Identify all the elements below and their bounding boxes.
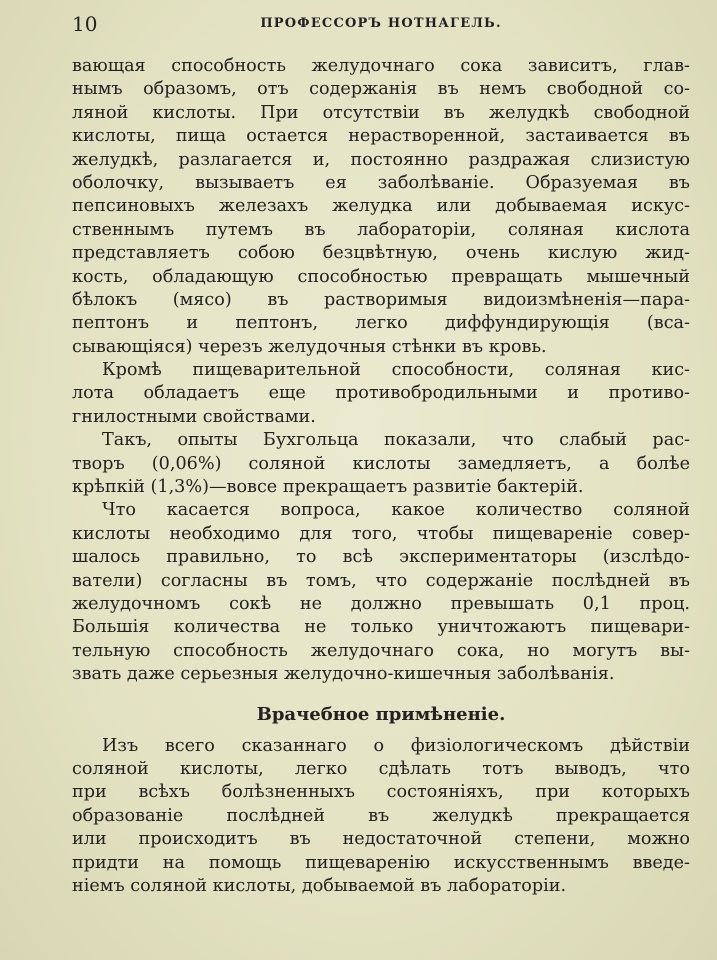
section-spacer [72,687,690,701]
text-line: гнилостными свойствами. [72,406,316,427]
text-line: оболочку, вызываетъ ея заболѣваніе. Образуемая въ [72,172,690,193]
text-line: вающая способность желудочнаго сока зависитъ, глав- [72,56,690,76]
text-line: кислоты необходимо для того, чтобы пищевареніе совер- [72,523,690,544]
section-text-line: придти на помощь пищеваренію искусственнымъ введе- [72,852,690,873]
section-text-line: или происходитъ въ недостаточной степени, можно [72,829,690,850]
text-line: желудкѣ, разлагается и, постоянно раздражая слизистую [72,149,690,170]
text-line: представляетъ собою безцвѣтную, очень кислую жид- [72,243,690,264]
text-line: кислоты, пища остается нерастворенной, застаивается въ [72,126,690,147]
section-text-line: соляной кислоты, легко сдѣлать тотъ выводъ, что [72,758,690,779]
text-line: шалось правильно, то всѣ экспериментаторы (изслѣдо- [72,547,690,568]
text-line: ляной кислоты. При отсутствіи въ желудкѣ свободной [72,102,690,123]
text-line: тельную способность желудочнаго сока, но могутъ вы- [72,640,690,661]
text-line: ственнымъ путемъ въ лабораторіи, соляная кислота [72,219,690,240]
text-line: крѣпкій (1,3%)—вовсе прекращаетъ развитіе бактерій. [72,477,584,498]
section-text-line: образованіе послѣдней въ желудкѣ прекращается [72,805,690,826]
text-line: пепсиновыхъ железахъ желудка или добываемая искус- [72,196,690,217]
text-line: Что касается вопроса, какое количество соляной [102,500,690,521]
section-text-line: ніемъ соляной кислоты, добываемой въ лабораторіи. [72,875,567,896]
text-line: пептонъ и пептонъ, легко диффундирующія (вса- [72,313,690,334]
text-line: Большія количества не только уничтожаютъ пищевари- [72,617,690,638]
text-line: Кромѣ пищеварительной способности, соляная кис- [102,360,690,381]
text-line: нымъ образомъ, отъ содержанія въ немъ свободной со- [72,79,690,100]
page-header [72,12,690,36]
section-heading: Врачебное примѣненіе. [256,703,506,725]
running-title: ПРОФЕССОРЪ НОТНАГЕЛЬ. [260,16,502,31]
text-line: бѣлокъ (мясо) въ растворимыя видоизмѣненія—пара- [72,289,690,310]
text-line: желудочномъ сокѣ не должно превышать 0,1 проц. [72,593,690,614]
text-line: сывающіяся) черезъ желудочныя стѣнки въ кровь. [72,336,547,357]
section-text-line: Изъ всего сказаннаго о физіологическомъ дѣйствіи [102,735,690,756]
body-text [72,55,690,898]
text-line: творъ (0,06%) соляной кислоты замедляетъ, а болѣе [72,453,690,474]
section-text-line: при всѣхъ болѣзненныхъ состояніяхъ, при которыхъ [72,782,690,803]
text-line: Такъ, опыты Бухгольца показали, что слабый рас- [102,430,690,451]
text-line: ватели) согласны въ томъ, что содержаніе послѣдней въ [72,570,690,591]
text-line: кость, обладающую способностью превращать мышечный [72,266,690,287]
text-line: звать даже серьезныя желудочно-кишечныя заболѣванія. [72,664,615,685]
page-number: 10 [72,12,98,36]
text-line: лота обладаетъ еще противобродильными и противо- [72,383,690,404]
